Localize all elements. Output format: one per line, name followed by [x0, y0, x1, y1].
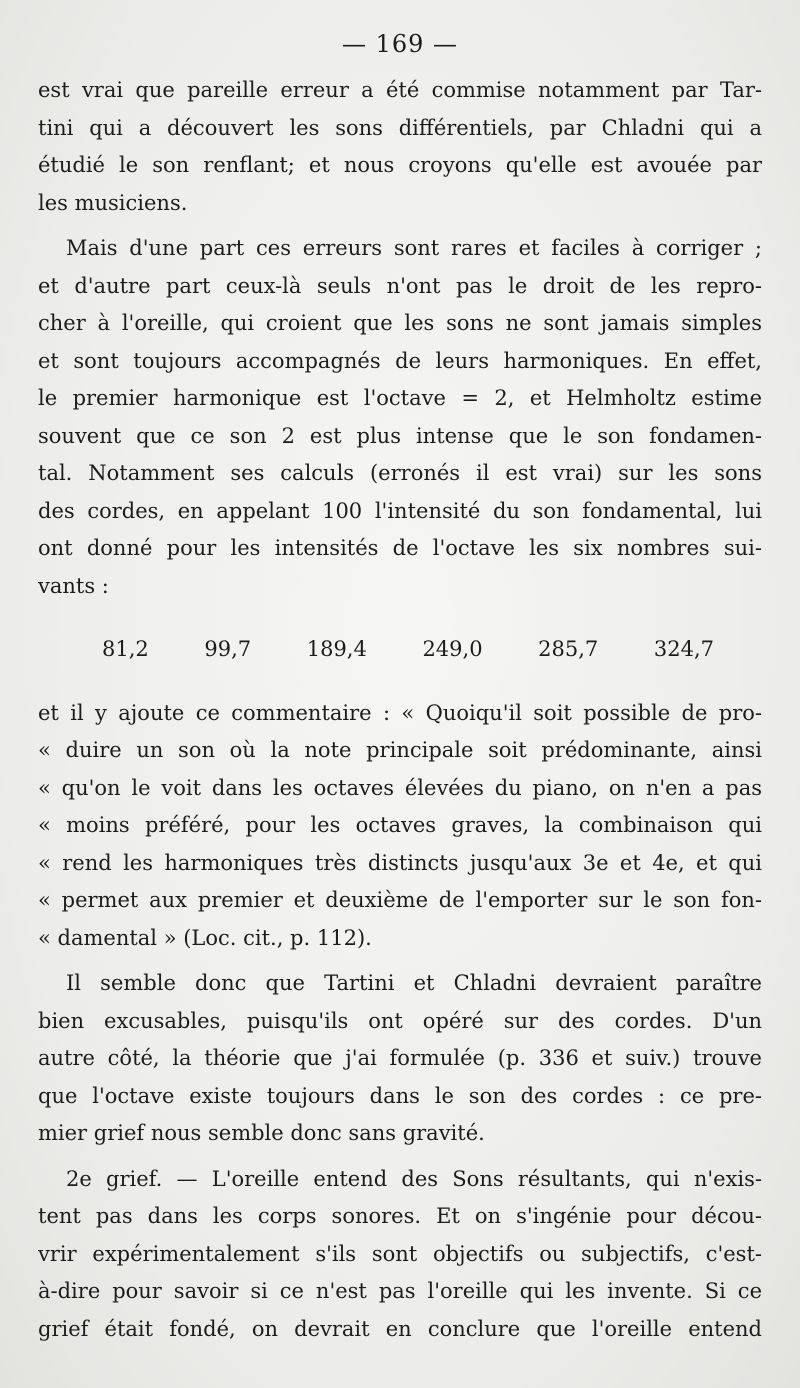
intensity-numbers [38, 631, 762, 669]
text-line: « rend les harmoniques très distincts jusqu'aux 3e et 4e, et qui [38, 850, 762, 875]
quote-paragraph [38, 695, 762, 958]
text-line: autre côté, la théorie que j'ai formulée (p. 336 et suiv.) trouve [38, 1046, 762, 1070]
number-value: 324,7 [653, 637, 714, 661]
text-line: mier grief nous semble donc sans gravité. [38, 1121, 485, 1145]
text-line: grief était fondé, on devrait en conclure que l'oreille entend [38, 1316, 762, 1341]
number-value: 285,7 [538, 637, 599, 661]
body-text [38, 72, 762, 1348]
text-line: « damental » (Loc. cit., p. 112). [38, 925, 372, 950]
number-value: 189,4 [306, 637, 367, 661]
text-line: vrir expérimentalement s'ils sont objectifs ou subjectifs, c'est- [38, 1241, 762, 1266]
text-line: 2e grief. — L'oreille entend des Sons résultants, qui n'exis- [66, 1166, 762, 1191]
paragraph-1 [38, 72, 762, 222]
text-line: et il y ajoute ce commentaire : « Quoiqu'il soit possible de pro- [38, 700, 762, 725]
text-line: Il semble donc que Tartini et Chladni devraient paraître [66, 971, 762, 995]
text-line: cher à l'oreille, qui croient que les sons ne sont jamais simples [38, 311, 762, 335]
text-line: tal. Notamment ses calculs (erronés il est vrai) sur les sons [38, 461, 762, 485]
paragraph-2 [38, 230, 762, 605]
text-line: que l'octave existe toujours dans le son des cordes : ce pre- [38, 1083, 762, 1108]
number-value: 249,0 [422, 637, 483, 661]
text-line: à-dire pour savoir si ce n'est pas l'oreille qui les invente. Si ce [38, 1279, 762, 1303]
text-line: des cordes, en appelant 100 l'intensité du son fondamental, lui [38, 498, 762, 523]
number-value: 81,2 [102, 637, 149, 661]
text-line: les musiciens. [38, 190, 188, 215]
text-line: vants : [38, 573, 109, 598]
text-line: « moins préféré, pour les octaves graves, la combinaison qui [38, 813, 762, 837]
text-line: tent pas dans les corps sonores. Et on s'ingénie pour décou- [38, 1204, 762, 1228]
page-number: — 169 — [341, 30, 459, 58]
text-line: Mais d'une part ces erreurs sont rares et faciles à corriger ; [66, 236, 762, 260]
text-line: « duire un son où la note principale soit prédominante, ainsi [38, 738, 762, 762]
text-line: bien excusables, puisqu'ils ont opéré sur des cordes. D'un [38, 1008, 762, 1033]
paragraph-4 [38, 1161, 762, 1349]
paragraph-3 [38, 965, 762, 1153]
text-line: souvent que ce son 2 est plus intense que le son fondamen- [38, 423, 762, 448]
text-line: « permet aux premier et deuxième de l'emporter sur le son fon- [38, 888, 762, 912]
text-line: ont donné pour les intensités de l'octave les six nombres sui- [38, 536, 762, 560]
text-line: et sont toujours accompagnés de leurs harmoniques. En effet, [38, 348, 762, 373]
number-value: 99,7 [204, 637, 252, 661]
text-line: est vrai que pareille erreur a été commise notamment par Tar- [38, 78, 762, 102]
text-line: et d'autre part ceux-là seuls n'ont pas le droit de les repro- [38, 273, 762, 298]
text-line: le premier harmonique est l'octave = 2, et Helmholtz estime [38, 386, 762, 410]
text-line: étudié le son renflant; et nous croyons qu'elle est avouée par [38, 153, 762, 177]
text-line: « qu'on le voit dans les octaves élevées du piano, on n'en a pas [38, 775, 762, 800]
text-line: tini qui a découvert les sons différentiels, par Chladni qui a [38, 115, 762, 140]
